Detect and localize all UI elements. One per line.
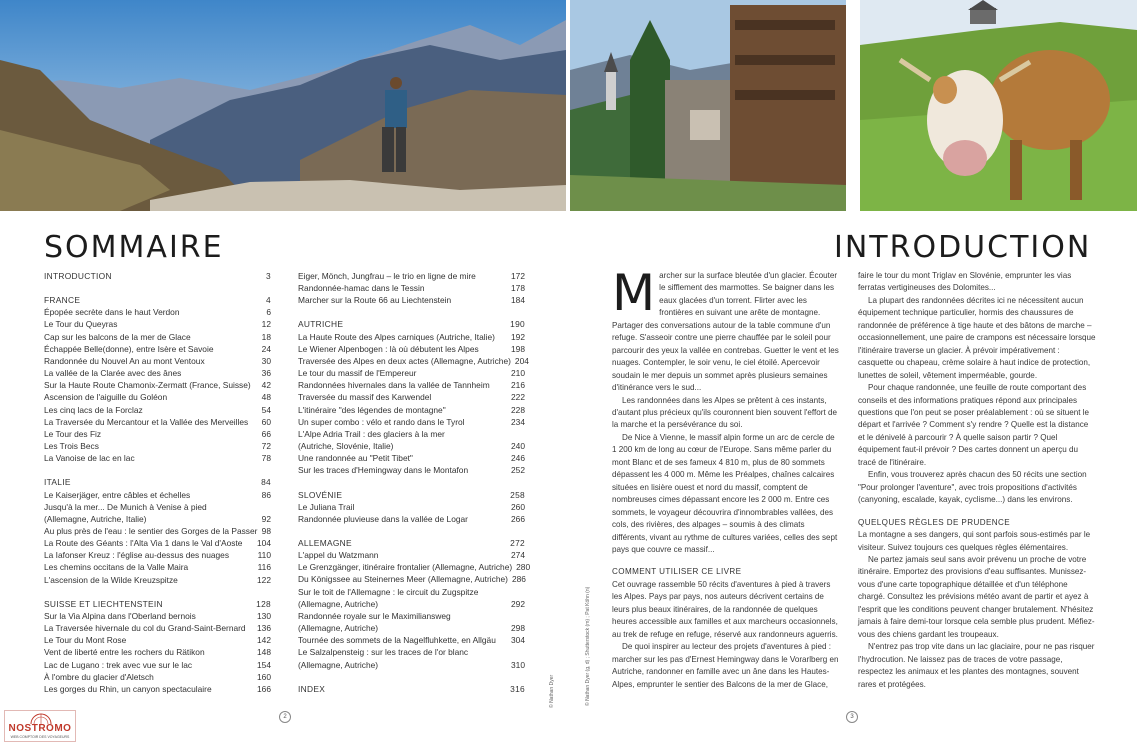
toc-entry[interactable] (298, 270, 525, 282)
toc-entry[interactable] (298, 379, 525, 391)
toc-entry[interactable] (44, 646, 271, 658)
toc-entry-page: 184 (511, 295, 525, 306)
toc-entry-page: 274 (511, 550, 525, 561)
toc-entry-page: 210 (511, 368, 525, 379)
intro-paragraph: Pour chaque randonnée, une feuille de route comportant des conseils et des informations pratiques répond aux principales questions que l'on peut se poser préalablement : où se situent le départ et l'arrivée ? Comment s'y rendre ? Quelle est la distance et le dénivelé à parcourir ? À quelle saison partir ? Quel équipement faut-il prévoir ? Des cartes donnent un aperçu du tracé de l'itinéraire. (858, 383, 1090, 467)
toc-entry-page: 116 (257, 562, 271, 573)
toc-entry-page: 136 (257, 623, 271, 634)
toc-entry-page: 60 (261, 416, 271, 427)
toc-entry-page: 178 (511, 283, 525, 294)
toc-entry-title: Une randonnée au "Petit Tibet" (298, 453, 413, 464)
toc-entry-page (521, 586, 525, 598)
toc-entry-page: 142 (257, 635, 271, 646)
toc-entry-title: SLOVÉNIE (298, 489, 343, 500)
toc-entry-title: Le Wiener Alpenbogen : là où débutent les Alpes (298, 343, 479, 354)
toc-entry-title: Sur le toit de l'Allemagne : le circuit du Zugspitze (298, 586, 479, 597)
toc-entry-title: La vallée de la Clarée avec des ânes (44, 368, 182, 379)
toc-entry[interactable] (44, 452, 271, 464)
toc-entry-page: 78 (261, 453, 271, 464)
toc-entry[interactable] (298, 452, 525, 464)
logo-name: NOSTROMO (8, 723, 72, 734)
toc-entry-page: 172 (511, 271, 525, 281)
toc-entry[interactable] (298, 355, 529, 367)
toc-entry-title: Tournée des sommets de la Nagelfluhkette, en Allgäu (298, 635, 496, 646)
toc-entry[interactable] (298, 367, 525, 379)
village-church-photo (570, 0, 846, 211)
toc-entry-title: Sur les traces d'Hemingway dans le Montafon (298, 465, 469, 476)
toc-entry[interactable] (298, 586, 525, 598)
toc-entry-title: (Autriche, Slovénie, Italie) (298, 441, 394, 452)
section-heading-how-to-use: COMMENT UTILISER CE LIVRE (612, 567, 742, 577)
intro-column-2 (858, 270, 1096, 691)
toc-entry-page (521, 610, 525, 622)
toc-entry-title: Ascension de l'aiguille du Goléon (44, 392, 168, 403)
toc-entry-page: 298 (511, 623, 525, 634)
intro-paragraph: archer sur la surface bleutée d'un glacier. Écouter le sifflement des marmottes. Se baigner dans les eaux glacées d'un torrent. Flirter avec les frontières en suivant une arête de montagne. Partager des conversations autour de la table commune d'un refuge. S'asseoir contre une pierre chauffée par le soleil pour parcourir des yeux la vallée en contrebas. Guetter le vent et les nuages. Contempler, le soir venu, le ciel étoilé. Apercevoir soudain le mer depuis un sommet après plusieurs semaines d'itinérance vers le sud... (612, 271, 839, 393)
toc-section-heading[interactable] (44, 294, 271, 306)
toc-entry[interactable] (298, 343, 525, 355)
toc-entry[interactable] (298, 294, 525, 306)
toc-entry-title: (Allemagne, Autriche) (298, 659, 379, 670)
toc-entry[interactable] (44, 634, 271, 646)
toc-entry-title: Épopée secrète dans le haut Verdon (44, 307, 180, 318)
toc-entry-page: 216 (511, 380, 525, 391)
toc-entry-page: 154 (257, 659, 271, 670)
toc-entry[interactable] (44, 391, 271, 403)
intro-paragraph: De Nice à Vienne, le massif alpin forme un arc de cercle de 1 200 km de long au cœur de l'Europe. Sans même parler du mont Blanc et de ses fameux 4 810 m, plus de 80 sommets dépassent les 4 000 m. Même les Préalpes, chaînes calcaires situées en lisière ouest et nord du massif, comptent de nombreuses cimes dépassant encore les 2 000 m. Entre ces sommets, le voyageur découvrira d'innombrables vallées, des cols, des rivières, des alpages – soumis à des climats différents, vivant au rythme de cultures variées, celles des sept pays que couvre ce massif... (612, 432, 838, 554)
toc-entry-title: Les chemins occitans de la Valle Maira (44, 562, 189, 573)
toc-entry[interactable] (44, 367, 271, 379)
toc-entry-page: 304 (511, 635, 525, 646)
toc-entry-page: 192 (511, 331, 525, 342)
toc-entry-page: 36 (261, 368, 271, 379)
toc-entry[interactable] (298, 573, 525, 585)
toc-entry[interactable] (298, 331, 525, 343)
toc-section-heading[interactable] (44, 270, 271, 282)
toc-entry-page: 122 (257, 574, 271, 585)
left-page-number: 2 (279, 711, 291, 723)
toc-entry-title: Le Tour des Fiz (44, 428, 102, 439)
toc-entry-page: 86 (261, 489, 271, 500)
intro-paragraph: La plupart des randonnées décrites ici ne nécessitent aucun équipement technique particulier, hormis des chaussures de randonnée de préférence à tige haute et des bâtons de marche – occasionnellement, une paire de crampons est nécessaire lorsque l'itinéraire traverse un glacier. À prévoir impérativement : casquette ou chapeau, crème solaire à haut indice de protection, lunettes de soleil, vêtement imperméable, gourde. (858, 295, 1096, 380)
toc-entry[interactable] (44, 440, 271, 452)
toc-entry[interactable] (298, 622, 525, 634)
intro-column-1 (612, 264, 840, 691)
toc-entry[interactable] (44, 404, 271, 416)
toc-entry-page: 4 (266, 295, 271, 306)
toc-spacer (298, 306, 525, 318)
toc-entry-page: 84 (261, 477, 271, 488)
toc-entry-title: (Allemagne, Autriche, Italie) (44, 513, 147, 524)
toc-entry-title: (Allemagne, Autriche) (298, 623, 379, 634)
toc-entry[interactable] (44, 355, 271, 367)
toc-entry-page: 42 (261, 380, 271, 391)
toc-entry-page: 104 (257, 538, 271, 549)
toc-entry-page: 280 (516, 562, 531, 573)
toc-entry-title: Randonnée pluvieuse dans la vallée de Logar (298, 513, 468, 524)
toc-entry-page: 240 (511, 441, 525, 452)
toc-entry-title: Les cinq lacs de la Forclaz (44, 404, 143, 415)
toc-entry-page: 286 (511, 574, 526, 585)
toc-entry[interactable] (44, 489, 271, 501)
toc-entry-title: INTRODUCTION (44, 271, 112, 281)
toc-spacer (298, 671, 525, 683)
toc-entry-page: 160 (257, 671, 271, 682)
toc-entry[interactable] (298, 440, 525, 452)
toc-entry-title: La Iafonser Kreuz : l'église au-dessus des nuages (44, 550, 230, 561)
toc-entry-title: Les gorges du Rhin, un canyon spectaculaire (44, 683, 212, 694)
toc-entry-title: Traversée des Alpes en deux actes (Allemagne, Autriche) (298, 355, 511, 366)
toc-entry-page: 18 (261, 331, 271, 342)
toc-entry[interactable] (298, 416, 525, 428)
toc-entry[interactable] (298, 646, 525, 658)
toc-entry-page: 258 (510, 489, 525, 500)
toc-section-heading[interactable] (298, 537, 525, 549)
toc-entry[interactable] (44, 561, 271, 573)
toc-entry-page: 198 (511, 343, 525, 354)
toc-entry[interactable] (298, 282, 525, 294)
toc-entry[interactable] (298, 404, 525, 416)
toc-entry-title: Sur la Haute Route Chamonix-Zermatt (France, Suisse) (44, 380, 251, 391)
toc-entry[interactable] (44, 318, 271, 330)
toc-entry[interactable] (298, 634, 525, 646)
intro-paragraph: N'entrez pas trop vite dans un lac glaciaire, pour ne pas risquer l'hydrocution. Ne laissez pas de traces de votre passage, respectez les animaux et les plantes des montagnes, souvent rares et protégées. (858, 642, 1095, 689)
toc-entry-page: 266 (511, 513, 525, 524)
toc-entry[interactable] (44, 525, 271, 537)
toc-entry-page: 3 (266, 271, 271, 281)
toc-entry-title: Le Tour du Mont Rose (44, 635, 127, 646)
toc-entry[interactable] (298, 659, 525, 671)
toc-entry-page: 310 (511, 659, 525, 670)
toc-entry-page: 292 (511, 598, 525, 609)
logo-subtitle: WEB COMPTOIR DES VOYAGEURS (10, 735, 70, 739)
toc-entry[interactable] (298, 549, 525, 561)
toc-entry-page: 12 (261, 319, 271, 330)
toc-entry[interactable] (44, 416, 271, 428)
toc-entry[interactable] (44, 501, 271, 513)
toc-entry-title: Le Kaiserjäger, entre câbles et échelles (44, 489, 191, 500)
toc-entry-page: 190 (510, 319, 525, 330)
toc-entry-title: FRANCE (44, 295, 81, 306)
toc-entry-title: Randonnée-hamac dans le Tessin (298, 283, 425, 294)
toc-column-2 (298, 270, 531, 695)
toc-entry-title: Les Trois Becs (44, 441, 99, 452)
toc-spacer (298, 525, 525, 537)
toc-section-heading[interactable] (44, 598, 271, 610)
toc-entry-title: Le tour du massif de l'Empereur (298, 368, 417, 379)
toc-entry-page: 222 (511, 392, 525, 403)
toc-entry-title: INDEX (298, 683, 326, 694)
toc-entry-title: (Allemagne, Autriche) (298, 598, 379, 609)
toc-entry-page: 316 (510, 683, 525, 694)
toc-entry[interactable] (298, 513, 525, 525)
toc-entry-page: 54 (261, 404, 271, 415)
toc-entry-title: Du Königssee au Steinernes Meer (Allemagne, Autriche) (298, 574, 508, 585)
toc-section-heading[interactable] (298, 489, 525, 501)
toc-entry[interactable] (44, 428, 271, 440)
toc-entry-page: 234 (511, 416, 525, 427)
toc-entry-title: Le Tour du Queyras (44, 319, 118, 330)
toc-entry-title: Un super combo : vélo et rando dans le Tyrol (298, 416, 465, 427)
toc-entry-page: 128 (256, 598, 271, 609)
section-heading-safety-rules: QUELQUES RÈGLES DE PRUDENCE (858, 517, 1011, 527)
intro-paragraph: Cet ouvrage rassemble 50 récits d'aventures à pied à travers les Alpes. Pays par pays, nos auteurs décrivent certains de leurs plus beaux itinéraires, de la randonnée de quelques heures accessible aux familles et aux marcheurs occasionnels, au trek de refuge en refuge, réservé aux randonneurs aguerris. (612, 579, 838, 639)
toc-entry-page: 98 (261, 525, 271, 536)
toc-entry[interactable] (44, 574, 271, 586)
toc-entry-title: L'ascension de la Wilde Kreuzspitze (44, 574, 178, 585)
toc-entry-page: 204 (514, 355, 529, 366)
toc-entry-title: Randonnée du Nouvel An au mont Ventoux (44, 355, 205, 366)
toc-entry[interactable] (44, 549, 271, 561)
toc-entry[interactable] (298, 610, 525, 622)
toc-entry[interactable] (44, 671, 271, 683)
toc-entry-page: 24 (261, 343, 271, 354)
toc-entry-page: 72 (261, 441, 271, 452)
toc-entry[interactable] (44, 331, 271, 343)
toc-entry-title: L'appel du Watzmann (298, 550, 379, 561)
toc-entry-page: 228 (511, 404, 525, 415)
toc-entry-title: La Traversée hivernale du col du Grand-Saint-Bernard (44, 623, 246, 634)
toc-entry-page: 272 (510, 537, 525, 548)
toc-entry-page: 66 (261, 428, 271, 439)
toc-entry-title: Traversée du massif des Karwendel (298, 392, 432, 403)
toc-entry-title: Jusqu'à la mer... De Munich à Venise à pied (44, 501, 207, 512)
toc-entry-title: Échappée Belle(donne), entre Isère et Savoie (44, 343, 214, 354)
toc-entry-title: L'itinéraire "des légendes de montagne" (298, 404, 446, 415)
toc-entry-title: À l'ombre du glacier d'Aletsch (44, 671, 154, 682)
toc-entry-page: 166 (257, 683, 271, 694)
introduction-title: INTRODUCTION (834, 230, 1092, 265)
toc-entry-title: Marcher sur la Route 66 au Liechtenstein (298, 295, 452, 306)
sommaire-title: SOMMAIRE (44, 230, 224, 265)
toc-entry-title: Randonnées hivernales dans la vallée de Tannheim (298, 380, 490, 391)
intro-paragraph: Enfin, vous trouverez après chacun des 50 récits une section "Pour prolonger l'aventure", avec trois propositions d'activités (canyoning, escalade, kayak, cyclisme...) dans les environs. (858, 470, 1087, 505)
toc-entry-page (267, 501, 271, 513)
toc-entry-title: Le Grenzgänger, itinéraire frontalier (Allemagne, Autriche) (298, 562, 513, 573)
toc-entry[interactable] (44, 659, 271, 671)
toc-entry[interactable] (44, 343, 271, 355)
toc-entry-page: 260 (511, 501, 525, 512)
toc-entry-page: 252 (511, 465, 525, 476)
toc-entry-title: Vent de liberté entre les rochers du Rätikon (44, 647, 205, 658)
toc-entry-title: Cap sur les balcons de la mer de Glace (44, 331, 191, 342)
intro-paragraph: Ne partez jamais seul sans avoir prévenu un proche de votre itinéraire. Emportez des provisions d'eau suffisantes. Munissez-vous d'une carte topographique détaillée et d'un téléphone chargé. Consultez les prévisions météo avant de partir et ayez à l'esprit que les conditions peuvent changer brutalement. N'hésitez jamais à faire demi-tour lorsque cela semble plus prudent. Méfiez-vous des chiens gardant les troupeaux. (858, 554, 1095, 639)
toc-entry[interactable] (298, 391, 525, 403)
toc-spacer (298, 477, 525, 489)
toc-entry-title: Lac de Lugano : trek avec vue sur le lac (44, 659, 193, 670)
toc-entry-page (521, 646, 525, 658)
toc-entry[interactable] (298, 561, 531, 573)
toc-entry-page: 48 (261, 392, 271, 403)
hiker-mountain-photo (0, 0, 566, 211)
intro-paragraph: La montagne a ses dangers, qui sont parfois sous-estimés par le visiteur. Suivez toujours ces quelques règles élémentaires. (858, 530, 1091, 552)
toc-spacer (44, 586, 271, 598)
toc-entry[interactable] (44, 513, 271, 525)
intro-paragraph: faire le tour du mont Triglav en Slovénie, emprunter les vias ferratas vertigineuses des Dolomites... (858, 271, 1072, 293)
toc-spacer (44, 464, 271, 476)
toc-entry[interactable] (44, 683, 271, 695)
toc-entry-page: 92 (261, 513, 271, 524)
toc-entry-page: 110 (257, 550, 271, 561)
toc-entry-title: ALLEMAGNE (298, 537, 352, 548)
toc-entry-page: 30 (261, 355, 271, 366)
toc-entry-title: La Traversée du Mercantour et la Vallée des Merveilles (44, 416, 249, 427)
toc-entry-title: SUISSE ET LIECHTENSTEIN (44, 598, 163, 609)
toc-section-heading[interactable] (298, 318, 525, 330)
toc-entry[interactable] (44, 379, 271, 391)
toc-section-heading[interactable] (44, 476, 271, 488)
toc-entry-title: Le Salzalpensteig : sur les traces de l'or blanc (298, 647, 469, 658)
toc-entry[interactable] (44, 622, 271, 634)
toc-entry-page: 148 (257, 647, 271, 658)
drop-cap: M (612, 264, 656, 322)
toc-entry-page: 246 (511, 453, 525, 464)
toc-entry[interactable] (44, 610, 271, 622)
toc-entry-title: La Route des Géants : l'Alta Via 1 dans le Val d'Aoste (44, 538, 243, 549)
cow-pasture-photo (860, 0, 1137, 211)
toc-entry-title: Au plus près de l'eau : le sentier des Gorges de la Passer (44, 525, 258, 536)
toc-entry[interactable] (298, 464, 525, 476)
toc-entry[interactable] (44, 537, 271, 549)
toc-entry[interactable] (298, 501, 525, 513)
toc-entry-title: L'Alpe Adria Trail : des glaciers à la mer (298, 428, 445, 439)
photo-credit-right: © Nathan Dyer (g, d) ; Shutterstock (m) ; Pat Köhn (n) (585, 586, 591, 706)
toc-entry-title: Randonnée royale sur le Maximiliansweg (298, 610, 451, 621)
nostromo-logo (4, 710, 76, 742)
toc-entry[interactable] (44, 306, 271, 318)
intro-paragraph: De quoi inspirer au lecteur des projets d'aventures à pied : marcher sur les pas d'Ernest Hemingway dans le Vorarlberg en Autriche, randonner en famille avec un âne dans les Hautes-Alpes, emprunter le sentier des Balcons de la mer de Glace, (612, 642, 839, 689)
toc-section-heading[interactable] (298, 683, 525, 695)
toc-entry-title: Sur la Via Alpina dans l'Oberland bernois (44, 610, 196, 621)
toc-entry-title: AUTRICHE (298, 319, 344, 330)
toc-entry-title: Le Juliana Trail (298, 501, 355, 512)
intro-paragraph: Les randonnées dans les Alpes se prêtent à ces instants, d'autant plus précieux qu'ils couronnent bien souvent l'effort de la marche et la persévérance du soi. (612, 395, 837, 430)
toc-entry-title: La Haute Route des Alpes carniques (Autriche, Italie) (298, 331, 495, 342)
toc-entry-title: ITALIE (44, 477, 71, 488)
toc-entry-title: La Vanoise de lac en lac (44, 453, 135, 464)
toc-spacer (44, 282, 271, 294)
toc-entry-title: Eiger, Mönch, Jungfrau – le trio en ligne de mire (298, 271, 476, 281)
photo-credit-left: © Nathan Dyer (549, 674, 555, 708)
toc-entry-page: 6 (266, 307, 271, 318)
toc-entry-page (521, 428, 525, 440)
toc-entry-page: 130 (257, 610, 271, 621)
toc-entry[interactable] (298, 428, 525, 440)
toc-entry[interactable] (298, 598, 525, 610)
toc-column-1 (44, 270, 271, 695)
right-page-number: 3 (846, 711, 858, 723)
